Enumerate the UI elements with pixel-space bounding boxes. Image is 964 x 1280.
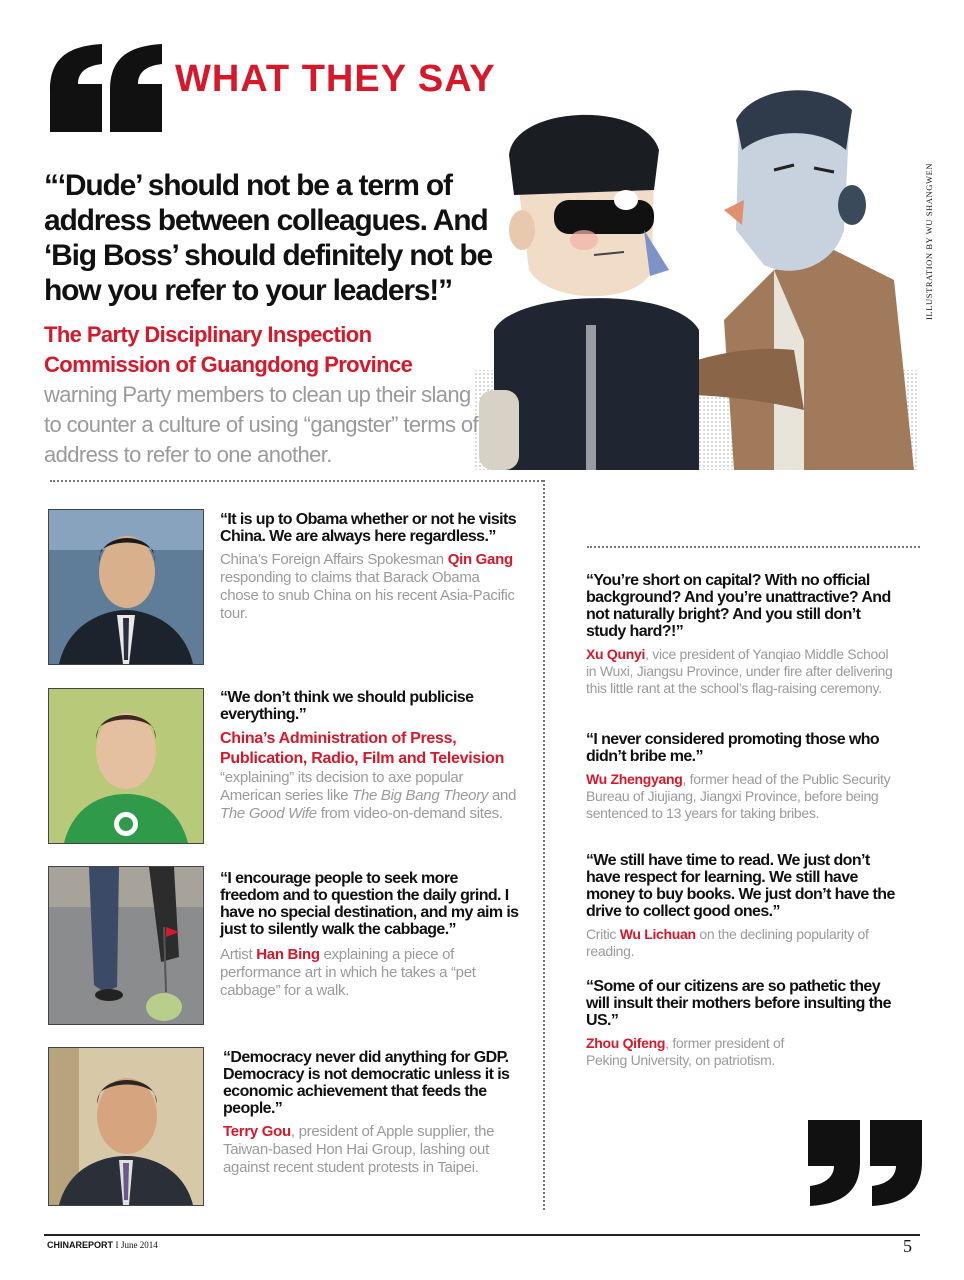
quote-item-xu-qunyi — [586, 572, 898, 697]
footer-date: June 2014 — [121, 1240, 158, 1250]
lead-attribution — [44, 320, 484, 470]
quote-item-sarft — [220, 689, 520, 823]
lead-attribution-name: The Party Disciplinary Inspection Commission of Guangdong Province — [44, 322, 413, 377]
quote-attribution: China’s Foreign Affairs Spokesman Qin Gang responding to claims that Barack Obama chose to snub China on his recent Asia-Pacific tour. — [220, 551, 515, 622]
quote-attribution: Terry Gou, president of Apple supplier, the Taiwan-based Hon Hai Group, lashing out against recent student protests in Taipei. — [223, 1123, 495, 1176]
photo-qin-gang — [48, 509, 204, 665]
quote-attribution: Critic Wu Lichuan on the declining popularity of reading. — [586, 926, 869, 959]
quote-attribution: Wu Zhengyang, former head of the Public Security Bureau of Jiujiang, Jiangxi Province, before being sentenced to 13 years for taking bribes. — [586, 771, 891, 821]
quote-attribution: Artist Han Bing explaining a piece of performance art in which he takes a “pet cabbage” for a walk. — [220, 946, 476, 999]
divider-right — [587, 546, 920, 548]
speaker-name: Han Bing — [256, 946, 320, 963]
speaker-name: China’s Administration of Press, Publication, Radio, Film and Television — [220, 730, 505, 767]
speaker-name: Qin Gang — [447, 551, 513, 568]
quote-item-zhou-qifeng — [586, 978, 898, 1069]
footer-brand: CHINAREPORT I June 2014 — [47, 1240, 158, 1250]
page-number: 5 — [903, 1236, 912, 1256]
photo-han-bing-cabbage — [48, 866, 204, 1025]
speaker-name: Wu Lichuan — [619, 926, 696, 942]
quote-text: “Some of our citizens are so pathetic they will insult their mothers before insulting the US.” — [586, 978, 891, 1029]
lead-attribution-text: warning Party members to clean up their slang to counter a culture of using “gangster” terms of address to refer to one another. — [44, 382, 479, 467]
quote-text: “I never considered promoting those who didn’t bribe me.” — [586, 731, 880, 765]
speaker-name: Wu Zhengyang — [586, 771, 683, 787]
page-title: WHAT THEY SAY — [175, 58, 496, 100]
quote-item-wu-lichuan — [586, 852, 898, 960]
quote-text: “It is up to Obama whether or not he visits China. We are always here regardless.” — [220, 511, 517, 545]
quote-attribution: Zhou Qifeng, former president of Peking University, on patriotism. — [586, 1035, 785, 1068]
quote-text: “We still have time to read. We just don’t have respect for learning. We still have money to buy books. We just don’t have the drive to collect good ones.” — [586, 852, 895, 920]
divider-vertical — [543, 480, 545, 1210]
quote-text: “I encourage people to seek more freedom and to question the daily grind. I have no special destination, and my aim is just to silently walk the cabbage.” — [220, 870, 519, 938]
speaker-name: Terry Gou — [223, 1123, 291, 1140]
quote-item-terry-gou — [223, 1049, 523, 1177]
quote-item-qin-gang — [220, 511, 520, 623]
quote-text: “We don’t think we should publicise everything.” — [220, 689, 474, 723]
quote-item-han-bing — [220, 870, 520, 1000]
photo-big-bang-theory — [48, 688, 204, 844]
speaker-name: Xu Qunyi — [586, 646, 646, 662]
quote-item-wu-zhengyang — [586, 731, 898, 822]
quote-text: “You’re short on capital? With no official background? And you’re unattractive? And not naturally bright? And you still don’t study hard?!” — [586, 572, 891, 640]
quote-attribution: China’s Administration of Press, Publication, Radio, Film and Television “explaining” its decision to axe popular American series like The Big Bang Theory and The Good Wife from video-on-demand sites. — [220, 730, 517, 822]
close-quote-mark-icon — [806, 1118, 926, 1208]
speaker-name: Zhou Qifeng — [586, 1035, 666, 1051]
lead-quote: “‘Dude’ should not be a term of address between colleagues. And ‘Big Boss’ should definitely not be how you refer to your leaders!” — [44, 169, 493, 307]
footer-rule — [44, 1234, 920, 1236]
quote-text: “Democracy never did anything for GDP. Democracy is not democratic unless it is economic achievement that feeds the people.” — [223, 1049, 510, 1117]
illustration-two-men — [474, 80, 918, 472]
illustration-credit: ILLUSTRATION BY WU SHANGWEN — [924, 162, 934, 320]
open-quote-mark-icon — [48, 42, 166, 134]
divider-top — [50, 480, 543, 482]
photo-terry-gou — [48, 1047, 204, 1206]
quote-attribution: Xu Qunyi, vice president of Yanqiao Middle School in Wuxi, Jiangsu Province, under fire after delivering this little rant at the school’s flag-raising ceremony. — [586, 646, 893, 696]
